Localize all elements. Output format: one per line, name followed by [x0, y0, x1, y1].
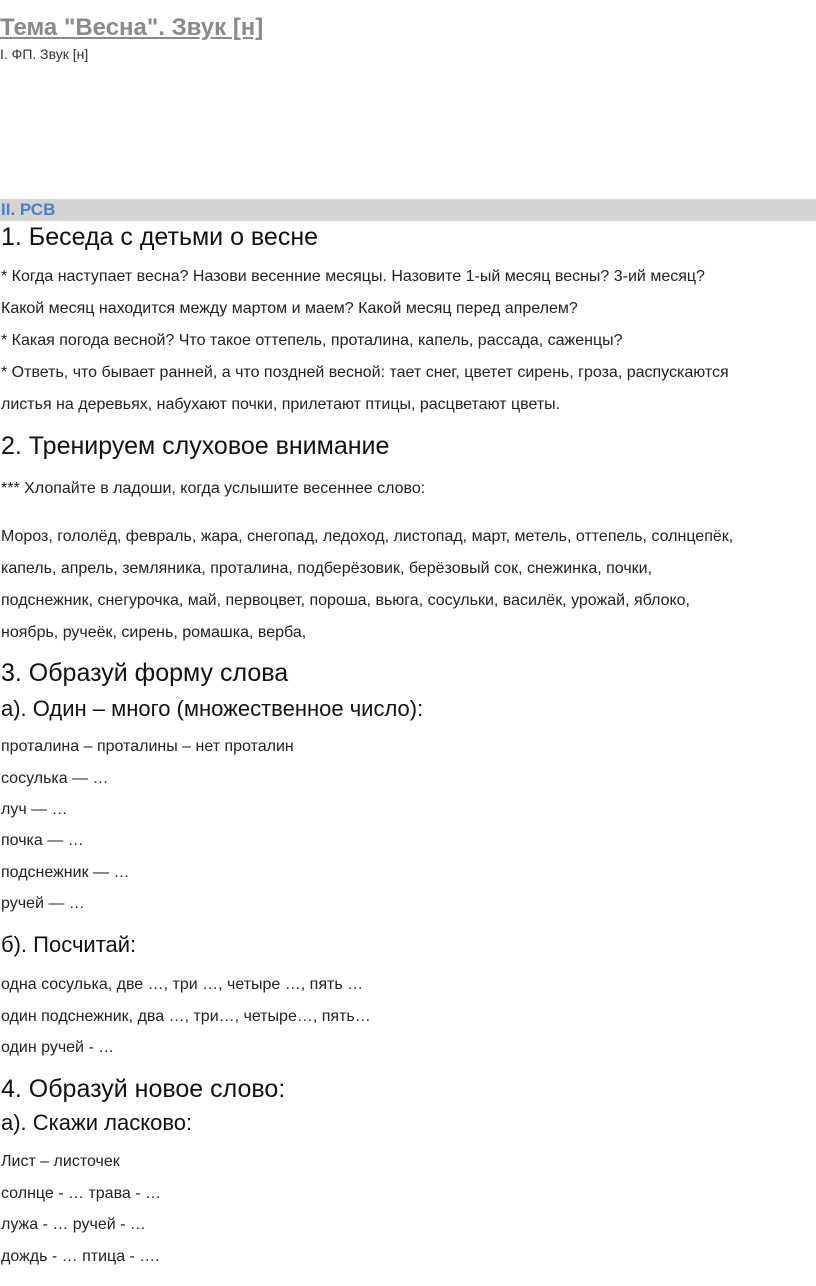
s1-line: * Какая погода весной? Что такое оттепель, проталина, капель, рассада, саженцы?: [1, 332, 623, 349]
section-bar: [0, 199, 816, 221]
s1-line: листья на деревьях, набухают почки, прилетают птицы, расцветают цветы.: [1, 396, 561, 413]
s3-a-line: проталина – проталины – нет проталин: [1, 738, 294, 755]
s3-a-line: сосулька — …: [1, 770, 109, 787]
s4-a-line: Лист – листочек: [1, 1153, 120, 1170]
s2-line: ноябрь, ручеёк, сирень, ромашка, верба,: [1, 624, 307, 641]
page-title: Тема "Весна". Звук [н]: [0, 14, 264, 41]
s4-subheading-a: а). Скажи ласково:: [1, 1110, 193, 1135]
s3-a-line: подснежник — …: [1, 864, 130, 881]
s1-line: * Ответь, что бывает ранней, а что поздней весной: тает снег, цветет сирень, гроза, распускаются: [1, 364, 729, 381]
s3-b-line: одна сосулька, две …, три …, четыре …, пять …: [1, 976, 364, 993]
s3-a-line: ручей — …: [1, 895, 85, 912]
s4-a-line: дождь - … птица - ….: [1, 1248, 160, 1265]
s2-line: Мороз, гололёд, февраль, жара, снегопад, ледоход, листопад, март, метель, оттепель, солнцепёк,: [1, 528, 734, 545]
s2-instruction: *** Хлопайте в ладоши, когда услышите весеннее слово:: [1, 480, 426, 497]
s1-line: Какой месяц находится между мартом и маем? Какой месяц перед апрелем?: [1, 300, 578, 317]
s2-line: капель, апрель, земляника, проталина, подберёзовик, берёзовый сок, снежинка, почки,: [1, 560, 653, 577]
s3-subheading-a: а). Один – много (множественное число):: [1, 696, 424, 721]
section-1-heading: 1. Беседа с детьми о весне: [1, 223, 319, 251]
s3-b-line: один ручей - …: [1, 1039, 115, 1056]
s1-line: * Когда наступает весна? Назови весенние месяцы. Назовите 1-ый месяц весны? 3-ий месяц?: [1, 268, 705, 285]
section-2-heading: 2. Тренируем слуховое внимание: [1, 432, 390, 460]
section-bar-label: II. РСВ: [1, 200, 56, 219]
page-subtitle: I. ФП. Звук [н]: [0, 46, 89, 62]
s3-b-line: один подснежник, два …, три…, четыре…, пять…: [1, 1008, 371, 1025]
s4-a-line: солнце - … трава - …: [1, 1185, 162, 1202]
s2-line: подснежник, снегурочка, май, первоцвет, пороша, вьюга, сосульки, василёк, урожай, яблоко,: [1, 592, 690, 609]
section-4-heading: 4. Образуй новое слово:: [1, 1075, 286, 1103]
s3-subheading-b: б). Посчитай:: [1, 932, 137, 957]
section-3-heading: 3. Образуй форму слова: [1, 659, 289, 687]
s3-a-line: почка — …: [1, 832, 84, 849]
s4-a-line: лужа - … ручей - …: [1, 1216, 146, 1233]
s3-a-line: луч — …: [1, 801, 68, 818]
